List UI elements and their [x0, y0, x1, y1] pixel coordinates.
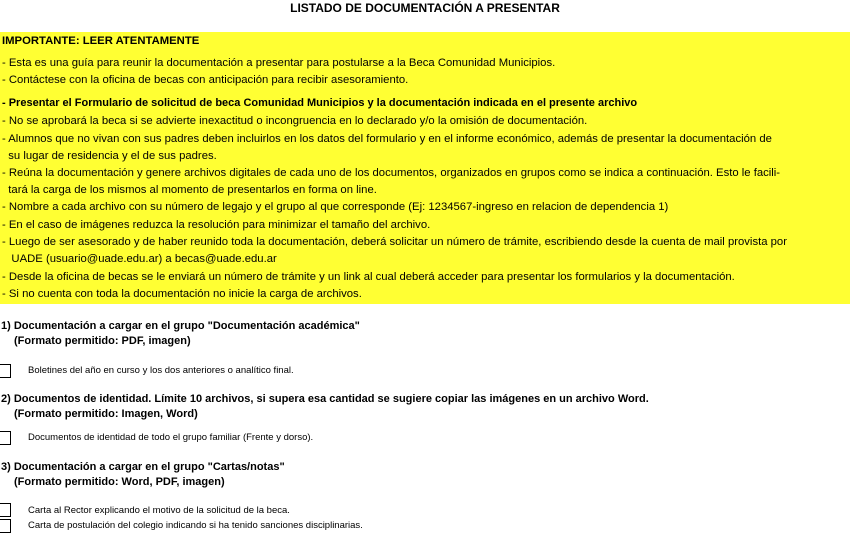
document-item: Boletines del año en curso y los dos anteriores o analítico final.	[28, 365, 294, 376]
section-format: (Formato permitido: PDF, imagen)	[14, 335, 191, 347]
notice-line: tará la carga de los mismos al momento de presentarlos en forma on line.	[2, 184, 377, 196]
notice-line: - Nombre a cada archivo con su número de legajo y el grupo al que corresponde (Ej: 1234567-ingreso en relacion de dependencia 1)	[2, 201, 669, 213]
notice-line: - Desde la oficina de becas se le enviará un número de trámite y un link al cual deberá acceder para presentar los formularios y la documentación.	[2, 271, 735, 283]
section-heading: 3) Documentación a cargar en el grupo "Cartas/notas"	[1, 461, 285, 473]
document-checkbox[interactable]	[0, 364, 11, 378]
important-heading: IMPORTANTE: LEER ATENTAMENTE	[2, 35, 200, 47]
notice-line: - Si no cuenta con toda la documentación no inicie la carga de archivos.	[2, 288, 362, 300]
notice-line: - Alumnos que no vivan con sus padres deben incluirlos en los datos del formulario y en el informe económico, además de presentar la documentación de	[2, 133, 772, 145]
document-checkbox[interactable]	[0, 431, 11, 445]
notice-line: - Esta es una guía para reunir la documentación a presentar para postularse a la Beca Comunidad Municipios.	[2, 57, 556, 69]
notice-line: - Contáctese con la oficina de becas con anticipación para recibir asesoramiento.	[2, 74, 409, 86]
document-item: Carta de postulación del colegio indicando si ha tenido sanciones disciplinarias.	[28, 520, 363, 531]
page-title: LISTADO DE DOCUMENTACIÓN A PRESENTAR	[290, 1, 560, 15]
section-format: (Formato permitido: Imagen, Word)	[14, 408, 198, 420]
document-item: Carta al Rector explicando el motivo de la solicitud de la beca.	[28, 505, 290, 516]
notice-line: - En el caso de imágenes reduzca la resolución para minimizar el tamaño del archivo.	[2, 219, 431, 231]
notice-line: - Luego de ser asesorado y de haber reunido toda la documentación, deberá solicitar un número de trámite, escribiendo desde la cuenta de mail provista por	[2, 236, 787, 248]
notice-line: UADE (usuario@uade.edu.ar) a becas@uade.edu.ar	[2, 253, 277, 265]
document-item: Documentos de identidad de todo el grupo familiar (Frente y dorso).	[28, 432, 314, 443]
notice-line: su lugar de residencia y el de sus padres.	[2, 150, 217, 162]
notice-line: - No se aprobará la beca si se advierte inexactitud o incongruencia en lo declarado y/o la omisión de documentación.	[2, 115, 588, 127]
important-notice-panel	[0, 32, 850, 304]
section-heading: 1) Documentación a cargar en el grupo "Documentación académica"	[1, 320, 360, 332]
document-checkbox[interactable]	[0, 503, 11, 517]
section-format: (Formato permitido: Word, PDF, imagen)	[14, 476, 225, 488]
notice-line-bold: - Presentar el Formulario de solicitud de beca Comunidad Municipios y la documentación indicada en el presente archivo	[2, 97, 638, 109]
notice-line: - Reúna la documentación y genere archivos digitales de cada uno de los documentos, organizados en grupos como se indica a continuación. Esto le facili-	[2, 167, 781, 179]
document-checkbox[interactable]	[0, 519, 11, 533]
section-heading: 2) Documentos de identidad. Límite 10 archivos, si supera esa cantidad se sugiere copiar las imágenes en un archivo Word.	[1, 393, 649, 405]
